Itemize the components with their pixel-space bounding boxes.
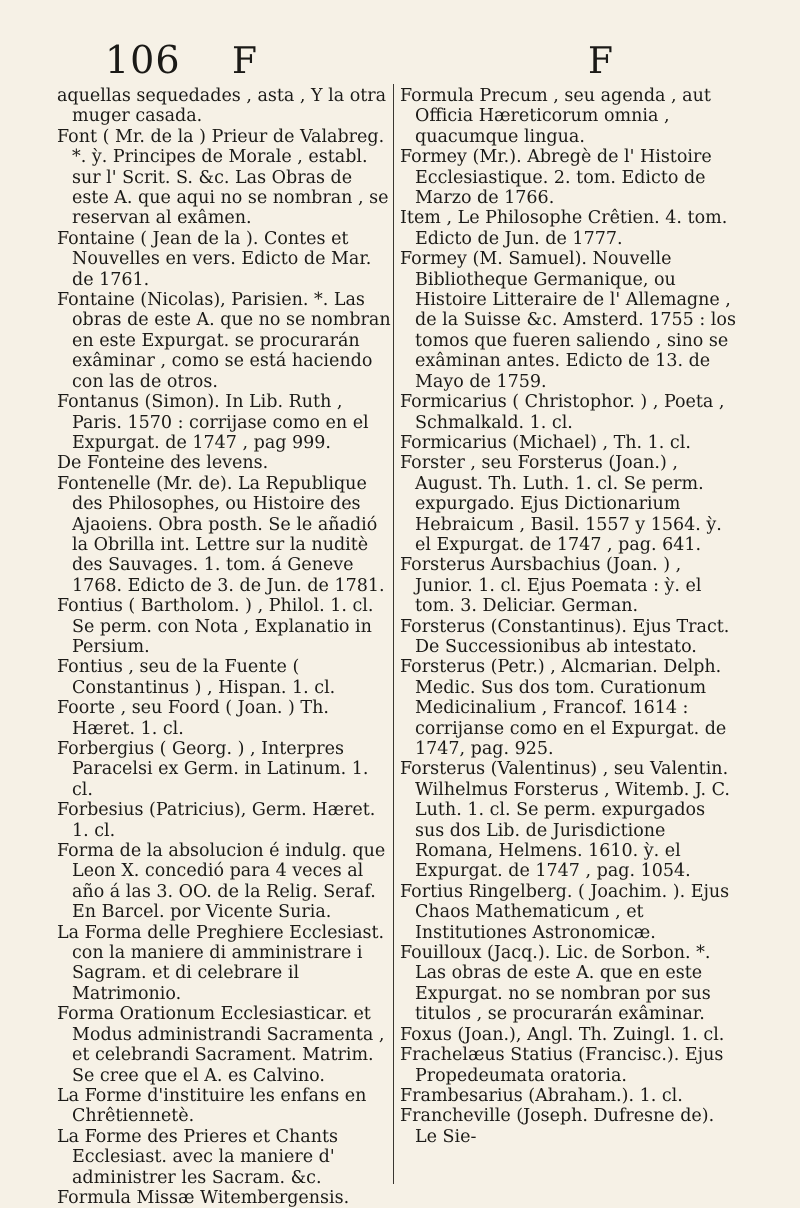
entry: Fortius Ringelberg. ( Joachim. ). Ejus Chaos Mathematicum , et Institutiones Astronomicæ. — [400, 881, 730, 943]
entry: Font ( Mr. de la ) Prieur de Valabreg. *. ỳ. Principes de Morale , establ. sur l' Scrit. S. &c. Las Obras de este A. que aqui no se nombran , se reservan al exâmen. — [57, 126, 389, 229]
entry: La Forme d'instituire les enfans en Chrêtiennetè. — [57, 1085, 367, 1127]
entry: Forbesius (Patricius), Germ. Hæret. 1. cl. — [57, 800, 376, 841]
column-divider — [393, 84, 394, 1184]
entry: Formula Precum , seu agenda , aut Officia Hæreticorum omnia , quacumque lingua. — [400, 86, 711, 147]
entry: Forma Orationum Ecclesiasticar. et Modus administrandi Sacramenta , et celebrandi Sacrament. Matrim. Se cree que el A. es Calvino. — [57, 1004, 385, 1086]
entry: Foxus (Joan.), Angl. Th. Zuingl. 1. cl. — [400, 1024, 725, 1045]
entry: Formey (M. Samuel). Nouvelle Bibliotheque Germanique, ou Histoire Litteraire de l' Allemagne , de la Suisse &c. Amsterd. 1755 : los tomos que fueren saliendo , sino se exâminan antes. Edicto de 13. de Mayo de 1759. — [400, 249, 736, 392]
entry: Fontaine ( Jean de la ). Contes et Nouvelles en vers. Edicto de Mar. de 1761. — [57, 228, 372, 290]
entry: Fouilloux (Jacq.). Lic. de Sorbon. *. Las obras de este A. que en este Expurgat. no se nombran por sus titulos , se procurarán exâminar. — [400, 943, 711, 1025]
entry: Foorte , seu Foord ( Joan. ) Th. Hæret. 1. cl. — [57, 698, 329, 739]
entry: Formey (Mr.). Abregè de l' Histoire Ecclesiastique. 2. tom. Edicto de Marzo de 1766. — [400, 147, 712, 209]
entry: Forsterus (Valentinus) , seu Valentin. Wilhelmus Forsterus , Witemb. J. C. Luth. 1. cl. Se perm. expurgados sus dos Lib. de Jurisdictione Romana, Helmens. 1610. ỳ. el Expurgat. de 1747 , pag. 1054. — [400, 759, 730, 882]
entry: Fontenelle (Mr. de). La Republique des Philosophes, ou Histoire des Ajaoiens. Obra posth. Se le añadió la Obrilla int. Lettre sur la nuditè des Sauvages. 1. tom. á Geneve 1768. Edicto de 3. de Jun. de 1781. — [57, 473, 385, 596]
entry: Forsterus (Constantinus). Ejus Tract. De Successionibus ab intestato. — [400, 616, 730, 657]
entry: Fontanus (Simon). In Lib. Ruth , Paris. 1570 : corrijase como en el Expurgat. de 1747 , pag 999. — [57, 392, 369, 453]
entry: Fontaine (Nicolas), Parisien. *. Las obras de este A. que no se nombran en este Expurgat. se procurarán exâminar , como se está haciendo con las de otros. — [57, 290, 391, 392]
entry: Forsterus (Petr.) , Alcmarian. Delph. Medic. Sus dos tom. Curationum Medicinalium , Francof. 1614 : corrijanse como en el Expurgat. de 1747, pag. 925. — [400, 657, 727, 759]
entry: aquellas sequedades , asta , Y la otra muger casada. — [57, 86, 387, 127]
entry: De Fonteine des levens. — [57, 453, 269, 474]
entry: Fontius ( Bartholom. ) , Philol. 1. cl. Se perm. con Nota , Explanatio in Persium. — [57, 596, 374, 657]
entry: La Forma delle Preghiere Ecclesiast. con la maniere di amministrare i Sagram. et di celebrare il Matrimonio. — [57, 922, 385, 1004]
left-column — [57, 86, 393, 1208]
entry: Formula Missæ Witembergensis. — [57, 1187, 350, 1208]
page-number: 106 — [105, 38, 181, 82]
entry: Forsterus Aursbachius (Joan. ) , Junior. 1. cl. Ejus Poemata : ỳ. el tom. 3. Deliciar. German. — [400, 555, 702, 617]
entry: Francheville (Joseph. Dufresne de). Le Sie- — [400, 1106, 715, 1147]
entry: Formicarius ( Christophor. ) , Poeta , Schmalkald. 1. cl. — [400, 392, 725, 433]
entry: Formicarius (Michael) , Th. 1. cl. — [400, 432, 691, 453]
header-letter-left: F — [232, 41, 257, 82]
header-letter-right: F — [588, 41, 613, 82]
entry: Forbergius ( Georg. ) , Interpres Paracelsi ex Germ. in Latinum. 1. cl. — [57, 739, 369, 800]
entry: La Forme des Prieres et Chants Ecclesiast. avec la maniere d' administrer les Sacram. &c. — [57, 1126, 339, 1188]
entry: Frambesarius (Abraham.). 1. cl. — [400, 1085, 683, 1106]
entry: Item , Le Philosophe Crêtien. 4. tom. Edicto de Jun. de 1777. — [400, 208, 728, 249]
entry: Forster , seu Forsterus (Joan.) , August. Th. Luth. 1. cl. Se perm. expurgado. Ejus Dictionarium Hebraicum , Basil. 1557 y 1564. ỳ. el Expurgat. de 1747 , pag. 641. — [400, 453, 722, 555]
entry: Fontius , seu de la Fuente ( Constantinus ) , Hispan. 1. cl. — [57, 657, 336, 698]
entry: Frachelæus Statius (Francisc.). Ejus Propedeumata oratoria. — [400, 1045, 724, 1086]
entry: Forma de la absolucion é indulg. que Leon X. concedió para 4 veces al año á las 3. OO. de la Relig. Seraf. En Barcel. por Vicente Suria. — [57, 841, 386, 923]
right-column — [400, 86, 738, 1147]
